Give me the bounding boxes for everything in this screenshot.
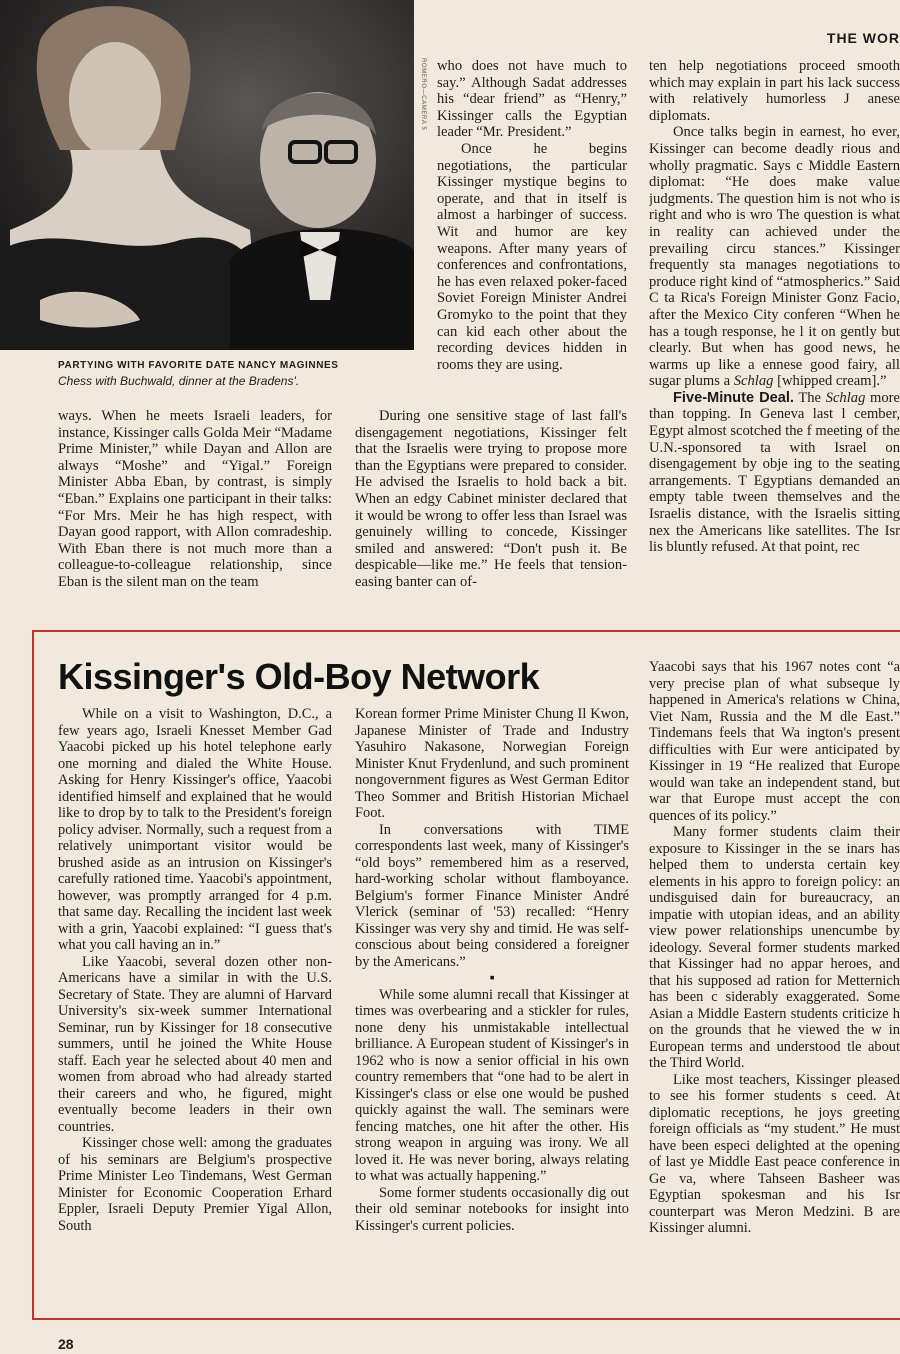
photo-kissinger-maginnes <box>0 0 414 350</box>
paragraph: Korean former Prime Minister Chung Il Kwon, Japanese Minister of Trade and Industry Yasuhiro Nakasone, Norwegian Foreign Minister Knut Frydenlund, and such prominent nongovernment figures as West German Editor Theo Sommer and British Historian Michael Foot. <box>355 706 629 821</box>
paragraph: During one sensitive stage of last fall's disengagement negotiations, Kissinger felt that the Israelis were trying to propose more than the Egyptians were prepared to consider. He advised the Israelis to hold back a bit. When an edgy Cabinet minister declared that it would be wrong to offer less than Israel was genuinely willing to concede, Kissinger smiled and answered: “Don't push it. Be despicable—like me.” He feels that tension-easing banter can of- <box>355 408 627 590</box>
paragraph: Some former students occasionally dig out their old seminar notebooks for insight into Kissinger's current policies. <box>355 1184 629 1234</box>
italic-term: Schlag <box>825 389 866 406</box>
paragraph: Yaacobi says that his 1967 notes cont “a very precise plan of what subseque ly happened in America's relations w China, Viet Nam, Russia and the M dle East.” Tindemans feels that Wa ington's present difficulties with Eur were anticipated by Kissinger in 19 “He realized that Europe would wan take an independent stand, but war that Europe must accept the con quences of its policy.” <box>649 659 900 824</box>
caption-title: PARTYING WITH FAVORITE DATE NANCY MAGINNES <box>58 360 339 371</box>
photo-credit: ROMERO—CAMERA 5 <box>420 58 426 131</box>
photo-caption <box>58 360 408 388</box>
sidebar-title: Kissinger's Old-Boy Network <box>58 656 540 697</box>
paragraph: While on a visit to Washington, D.C., a few years ago, Israeli Knesset Member Gad Yaacobi picked up his hotel telephone early one morning and dialed the White House. Asking for Henry Kissinger's office, Yaacobi identified himself and explained that he would like to drop by to talk to the President's foreign policy adviser. Normally, such a request from a relatively unimportant visitor would be brushed aside as an intrusion on Kissinger's carefully rationed time. Yaacobi's appointment, however, was promptly arranged for 4 p.m. that same day. Recalling the incident last week with a grin, Yaacobi explained: “I guess that's what you call having an in.” <box>58 706 332 953</box>
caption-subtitle: Chess with Buchwald, dinner at the Bradens'. <box>58 374 300 388</box>
paragraph <box>649 124 900 390</box>
photo-illustration <box>0 0 414 350</box>
sidebar-column-1 <box>58 706 332 1314</box>
section-lead: Five-Minute Deal. <box>673 389 794 406</box>
paragraph: Like most teachers, Kissinger pleased to see his former students s ceed. At diplomatic receptions, he joys greeting foreign officials as “my student.” He must have been especi delighted at the opening of last ye Middle East peace conference in Ge va, where Tahseen Basheer was Egyptian spokesman and his Isr counterpart was Meron Medzini. B are Kissinger alumni. <box>649 1071 900 1236</box>
paragraph: ten help negotiations proceed smooth which may explain in part his lack success with relatively humorless J anese diplomats. <box>649 58 900 124</box>
paragraph <box>649 390 900 556</box>
article-column-left <box>58 408 332 591</box>
paragraph-text: Once talks begin in earnest, ho ever, Kissinger can become deadly rious and wholly pragmatic. Says c Middle Eastern diplomat: “He does make value judgments. The question him is not who is right and who is wro The question is what in reality can achieved under the prevailing circu stances.” Kissinger frequently sta manages negotiations to produce right kind of “atmospherics.” Said C ta Rica's Foreign Minister Gonz Facio, after the Mexico City conferen “When he has a tough response, he l it on gently but clearly. But when has good news, he warms up like a ennese good fairy, all sugar plums a <box>649 124 900 390</box>
paragraph-text: The <box>793 389 826 406</box>
article-column-middle-upper <box>437 58 627 373</box>
paragraph: who does not have much to say.” Although Sadat addresses his “dear friend” as “Henry,” Kissinger calls the Egyptian leader “Mr. President.” <box>437 58 627 141</box>
paragraph-text: [whipped cream].” <box>773 373 887 390</box>
article-column-right <box>649 58 900 614</box>
italic-term: Schlag <box>733 373 774 390</box>
paragraph: Kissinger chose well: among the graduates of his seminars are Belgium's prospective Prime Minister Leo Tindemans, West German Minister for Economic Cooperation Erhard Eppler, Israeli Deputy Premier Yigal Allon, South <box>58 1135 332 1234</box>
section-bullet: ▪ <box>489 970 495 986</box>
section-header: THE WOR <box>826 30 900 46</box>
paragraph: In conversations with TIME correspondents last week, many of Kissinger's “old boys” remembered him as a reserved, hard-working scholar without flamboyance. Belgium's former Finance Minister André Vlerick (seminar of '53) recalled: “Henry Kissinger was very shy and timid. He was self-conscious about being considered a foreigner by the Americans.” <box>355 821 629 970</box>
page-number: 28 <box>58 1336 74 1352</box>
paragraph: Once he begins negotiations, the particular Kissinger mystique begins to operate, and that in itself is almost a harbinger of success. Wit and humor are key weapons. After many years of conferences and confrontations, he has even relaxed poker-faced Soviet Foreign Minister Andrei Gromyko to the point that they can kid each other about the recording devices hidden in rooms they are using. <box>437 140 627 373</box>
paragraph: While some alumni recall that Kissinger at times was overbearing and a stickler for rules, none deny his unmistakable intellectual brilliance. A European student of Kissinger's in 1962 who is now a senior official in his own country remembers that “one had to be alert in Kissinger's class or else one would be pushed quickly against the wall. The seminars were fencing matches, one hit after the other. His strong weapon in arguing was irony. We all loved it. He was never boring, always relating to what was actually happening.” <box>355 986 629 1184</box>
paragraph-text: more than topping. In Geneva last l cember, Egypt almost scotched the f meeting of the U.N.-sponsored ta with Israel on disengagement by obje ing to the seating arrangements. T Egyptians demanded an empty table tween themselves and the Israelis distance, with the Israelis sitting nex the Americans like satellites. The Isr lis bluntly refused. At that point, rec <box>649 389 900 556</box>
sidebar-column-3 <box>649 659 900 1314</box>
paragraph: ways. When he meets Israeli leaders, for instance, Kissinger calls Golda Meir “Madame Prime Minister,” while Dayan and Allon are always “Moshe” and “Yigal.” Foreign Minister Abba Eban, by contrast, is simply “Eban.” Explains one participant in their talks: “For Mrs. Meir he has high respect, with Dayan good rapport, with Allon comradeship. With Eban there is not much more than a colleague-to-colleague relationship, since Eban is the silent man on the team <box>58 408 332 590</box>
paragraph: Like Yaacobi, several dozen other non-Americans have a similar in with the U.S. Secretary of State. They are alumni of Harvard University's six-week summer International Seminar, run by Kissinger for 18 consecutive summers, until he joined the White House staff. Each year he selected about 40 men and women from abroad who had already started their careers and who, he figured, might eventually become leaders in their own countries. <box>58 953 332 1135</box>
paragraph: Many former students claim their exposure to Kissinger in the se inars has helped them to understa certain key elements in his appro to foreign policy: an undisguised dain for bureaucracy, an impatie with utopian ideas, and an ability view power relationships unencumbe by ideology. Several former students marked that Kissinger had no appar heroes, and that his supposed ad ration for Metternich has been c siderably exaggerated. Some Asian a Middle Eastern students criticize h on the grounds that he viewed the w in European terms and understood tle about the Third World. <box>649 824 900 1071</box>
article-column-middle-lower <box>355 408 627 591</box>
sidebar-column-2 <box>355 706 629 1314</box>
